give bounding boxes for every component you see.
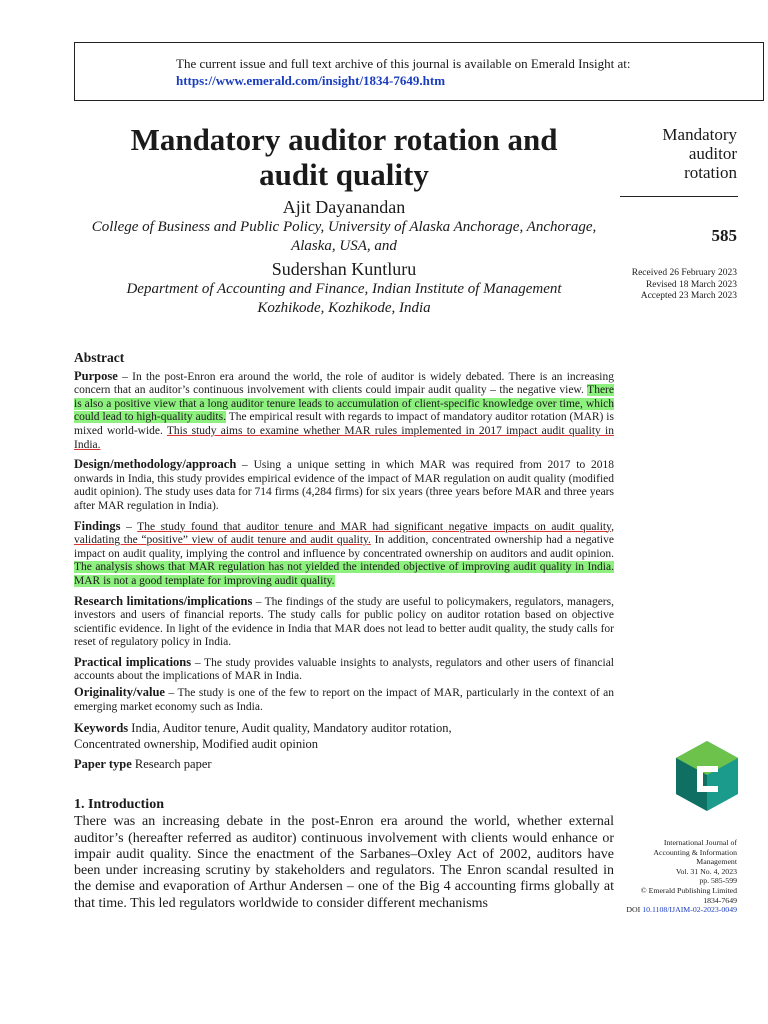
author-name-2: Sudershan Kuntluru: [271, 259, 417, 279]
journal-notice-box: [74, 42, 764, 101]
paper-type: [74, 756, 614, 772]
paper-type-value: Research paper: [134, 757, 212, 772]
abstract-research-limitations: [74, 595, 614, 650]
journal-line-1: International Journal of: [663, 838, 737, 847]
author-name-1: Ajit Dayanandan: [282, 197, 406, 217]
title-line-2: audit quality: [259, 157, 429, 192]
affiliation-1-line-1: College of Business and Public Policy, University of Alaska Anchorage, Anchorage,: [91, 219, 597, 235]
journal-pages: pp. 585-599: [699, 876, 737, 886]
journal-issn: 1834-7649: [703, 895, 737, 905]
notice-text: The current issue and full text archive of this journal is available on Emerald Insight at:: [176, 56, 631, 71]
abstract-section: [74, 351, 614, 776]
introduction-text: There was an increasing debate in the post-Enron era around the world, whether external auditor’s (hereafter referred as auditor) continuous involvement with clients would enhance or impair audit quality. Since the enactment of the Sarbanes–Oxley Act of 2002, auditors have been under increasing scrutiny by stakeholders and regulators. The Enron scandal resulted in the demise and evaporation of Arthur Andersen – one of the Big 4 accounting firms globally at that time. This led regulators worldwide to consider different mechanisms: [74, 814, 614, 911]
research-label: Research limitations/implications: [74, 593, 253, 608]
journal-volume: Vol. 31 No. 4, 2023: [675, 866, 737, 876]
keywords-line-2: Concentrated ownership, Modified audit opinion: [74, 737, 319, 752]
findings-label: Findings: [74, 518, 121, 533]
research-text: – The findings of the study are useful to policymakers, regulators, managers, investors and users of financial reports. The study calls for public policy on auditor rotation based on objective scientific evidence. In light of the evidence in India that MAR does not lead to better audit quality, the study calls for reset of regulatory policy in India.: [74, 595, 614, 649]
findings-text: In addition, concentrated ownership had a negative impact on audit quality, implying the control and influence by concentrated ownership on auditors and audit opinion.: [74, 534, 614, 560]
originality-label: Originality/value: [74, 685, 165, 700]
findings-dash: –: [120, 520, 138, 533]
page-number: 585: [711, 226, 737, 245]
design-label: Design/methodology/approach: [74, 457, 237, 472]
findings-underline: The study found that auditor tenure and MAR had significant negative impacts on audit quality, validating the “positive” view of audit tenure and audit quality.: [74, 520, 614, 547]
introduction-heading: 1. Introduction: [74, 797, 164, 812]
doi-link[interactable]: 10.1108/IJAIM-02-2023-0049: [642, 905, 737, 915]
date-accepted: Accepted 23 March 2023: [640, 291, 737, 301]
paper-type-label: Paper type: [74, 757, 132, 772]
journal-url-link[interactable]: https://www.emerald.com/insight/1834-7649.htm: [176, 73, 446, 88]
introduction-section: [74, 797, 614, 912]
paper-title: [74, 122, 614, 192]
abstract-practical: [74, 656, 614, 684]
running-title-line-1: Mandatory: [662, 125, 737, 144]
running-title: [597, 125, 737, 182]
design-text: – Using a unique setting in which MAR was required from 2017 to 2018 onwards in India, this study provides empirical evidence of the impact of MAR regulation on audit quality (modified audit opinion). The study uses data for 714 firms (4,284 firms) for six years (three years before MAR and three years after MAR regulation in India).: [74, 459, 614, 512]
journal-line-2: Accounting & Information: [653, 847, 737, 857]
abstract-findings: [74, 520, 614, 589]
running-title-line-3: rotation: [684, 163, 737, 182]
abstract-originality: [74, 686, 614, 714]
findings-highlight: The analysis shows that MAR regulation has not yielded the intended objective of improving audit quality in India. MAR is not a good template for improving audit quality.: [74, 561, 614, 587]
purpose-highlight: There is also a positive view that a long auditor tenure leads to accumulation of client-specific knowledge over time, which could lead to high-quality audits.: [74, 384, 614, 424]
affiliation-1-line-2: Alaska, USA, and: [291, 238, 397, 254]
originality-text: – The study is one of the few to report on the impact of MAR, particularly in the context of an emerging market economy such as India.: [74, 687, 614, 713]
date-revised: Revised 18 March 2023: [645, 279, 737, 290]
purpose-underline: This study aims to examine whether MAR rules implemented in 2017 impact audit quality in India.: [74, 424, 614, 451]
date-received: Received 26 February 2023: [631, 268, 737, 278]
purpose-text-1: – In the post-Enron era around the world, the role of auditor is widely debated. There is an increasing concern that an auditor’s continuous involvement with clients could impair audit quality – the negative view.: [74, 370, 614, 397]
keywords: [74, 720, 614, 752]
author-affiliation-1: [74, 218, 614, 256]
affiliation-2-line-2: Kozhikode, Kozhikode, India: [257, 300, 431, 316]
journal-publisher: © Emerald Publishing Limited: [640, 885, 737, 895]
journal-line-3: Management: [696, 857, 737, 867]
abstract-heading: Abstract: [74, 350, 125, 365]
submission-dates: [632, 268, 737, 303]
sidebar-divider: [620, 196, 738, 197]
abstract-design: [74, 458, 614, 513]
author-affiliation-2: [74, 280, 614, 318]
running-title-line-2: auditor: [688, 144, 737, 163]
practical-text: – The study provides valuable insights to analysts, regulators and other users of financial accounts about the implications of MAR in India.: [74, 656, 615, 683]
purpose-label: Purpose: [74, 368, 118, 383]
title-line-1: Mandatory auditor rotation and: [130, 122, 558, 157]
journal-doi: [597, 905, 737, 915]
purpose-text-2: The empirical result with regards to impact of mandatory auditor rotation (MAR) is mixed world-wide.: [74, 411, 614, 437]
practical-label: Practical implications: [74, 654, 192, 669]
emerald-logo-icon: [676, 741, 738, 811]
abstract-purpose: [74, 370, 614, 453]
journal-info: [597, 838, 737, 915]
doi-label: DOI: [626, 905, 641, 915]
keywords-line-1: India, Auditor tenure, Audit quality, Mandatory auditor rotation,: [131, 721, 452, 736]
affiliation-2-line-1: Department of Accounting and Finance, Indian Institute of Management: [126, 281, 562, 297]
keywords-label: Keywords: [74, 721, 129, 736]
